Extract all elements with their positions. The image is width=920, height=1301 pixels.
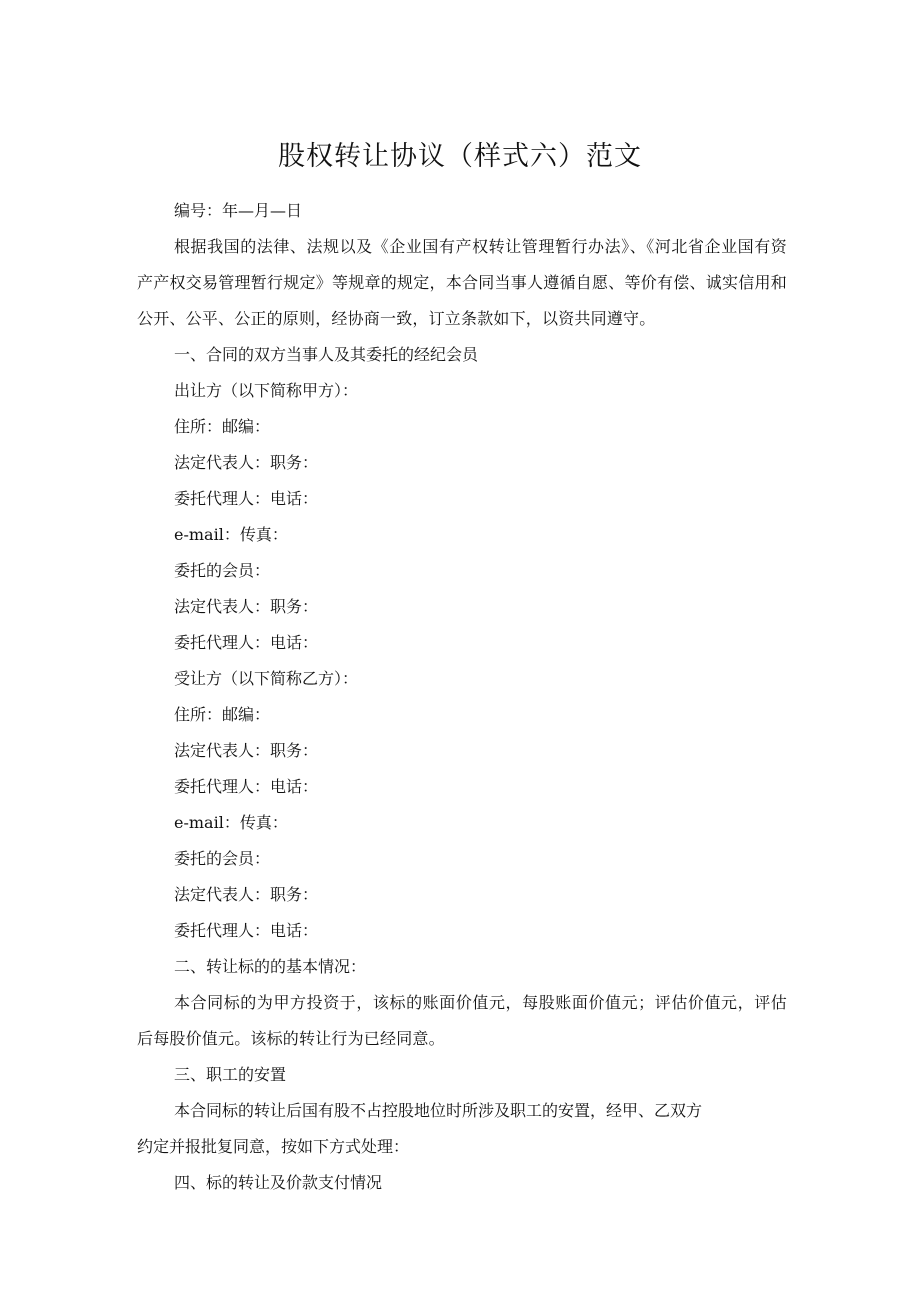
section-3-text-line-1: 本合同标的转让后国有股不占控股地位时所涉及职工的安置，经甲、乙双方 — [174, 1101, 703, 1120]
transferee-address: 住所：邮编： — [174, 705, 271, 724]
transferor-member-agent: 委托代理人：电话： — [174, 633, 319, 652]
section-3-text-line-2: 约定并报批复同意，按如下方式处理： — [137, 1137, 410, 1156]
section-2-text: 本合同标的为甲方投资于，该标的账面价值元，每股账面价值元；评估价值元，评估后每股价值元。该标的转让行为已经同意。 — [137, 993, 787, 1048]
transferee-email: e-mail：传真： — [174, 813, 288, 832]
section-2-heading: 二、转让标的的基本情况： — [174, 957, 367, 976]
transferee-legal-rep: 法定代表人：职务： — [174, 741, 319, 760]
preamble-paragraph: 根据我国的法律、法规以及《企业国有产权转让管理暂行办法》、《河北省企业国有资产产权交易管理暂行规定》等规章的规定，本合同当事人遵循自愿、等价有偿、诚实信用和公开、公平、公正的原则，经协商一致，订立条款如下，以资共同遵守。 — [137, 237, 787, 328]
transferor-email: e-mail：传真： — [174, 525, 288, 544]
section-3-heading: 三、职工的安置 — [174, 1065, 287, 1084]
transferor-agent: 委托代理人：电话： — [174, 489, 319, 508]
transferor-address: 住所：邮编： — [174, 417, 271, 436]
transferee-heading: 受让方（以下简称乙方）： — [174, 669, 359, 688]
document-title: 股权转让协议（样式六）范文 — [278, 141, 642, 172]
transferee-agent: 委托代理人：电话： — [174, 777, 319, 796]
number-line: 编号：年—月—日 — [174, 201, 303, 220]
transferor-heading: 出让方（以下简称甲方）： — [174, 381, 359, 400]
document-body — [137, 193, 787, 1201]
section-4-heading: 四、标的转让及价款支付情况 — [174, 1173, 383, 1192]
transferee-member-legal-rep: 法定代表人：职务： — [174, 885, 319, 904]
transferee-member-agent: 委托代理人：电话： — [174, 921, 319, 940]
transferor-member: 委托的会员： — [174, 561, 271, 580]
transferee-member: 委托的会员： — [174, 849, 271, 868]
transferor-legal-rep: 法定代表人：职务： — [174, 453, 319, 472]
transferor-member-legal-rep: 法定代表人：职务： — [174, 597, 319, 616]
section-1-heading: 一、合同的双方当事人及其委托的经纪会员 — [174, 345, 479, 364]
